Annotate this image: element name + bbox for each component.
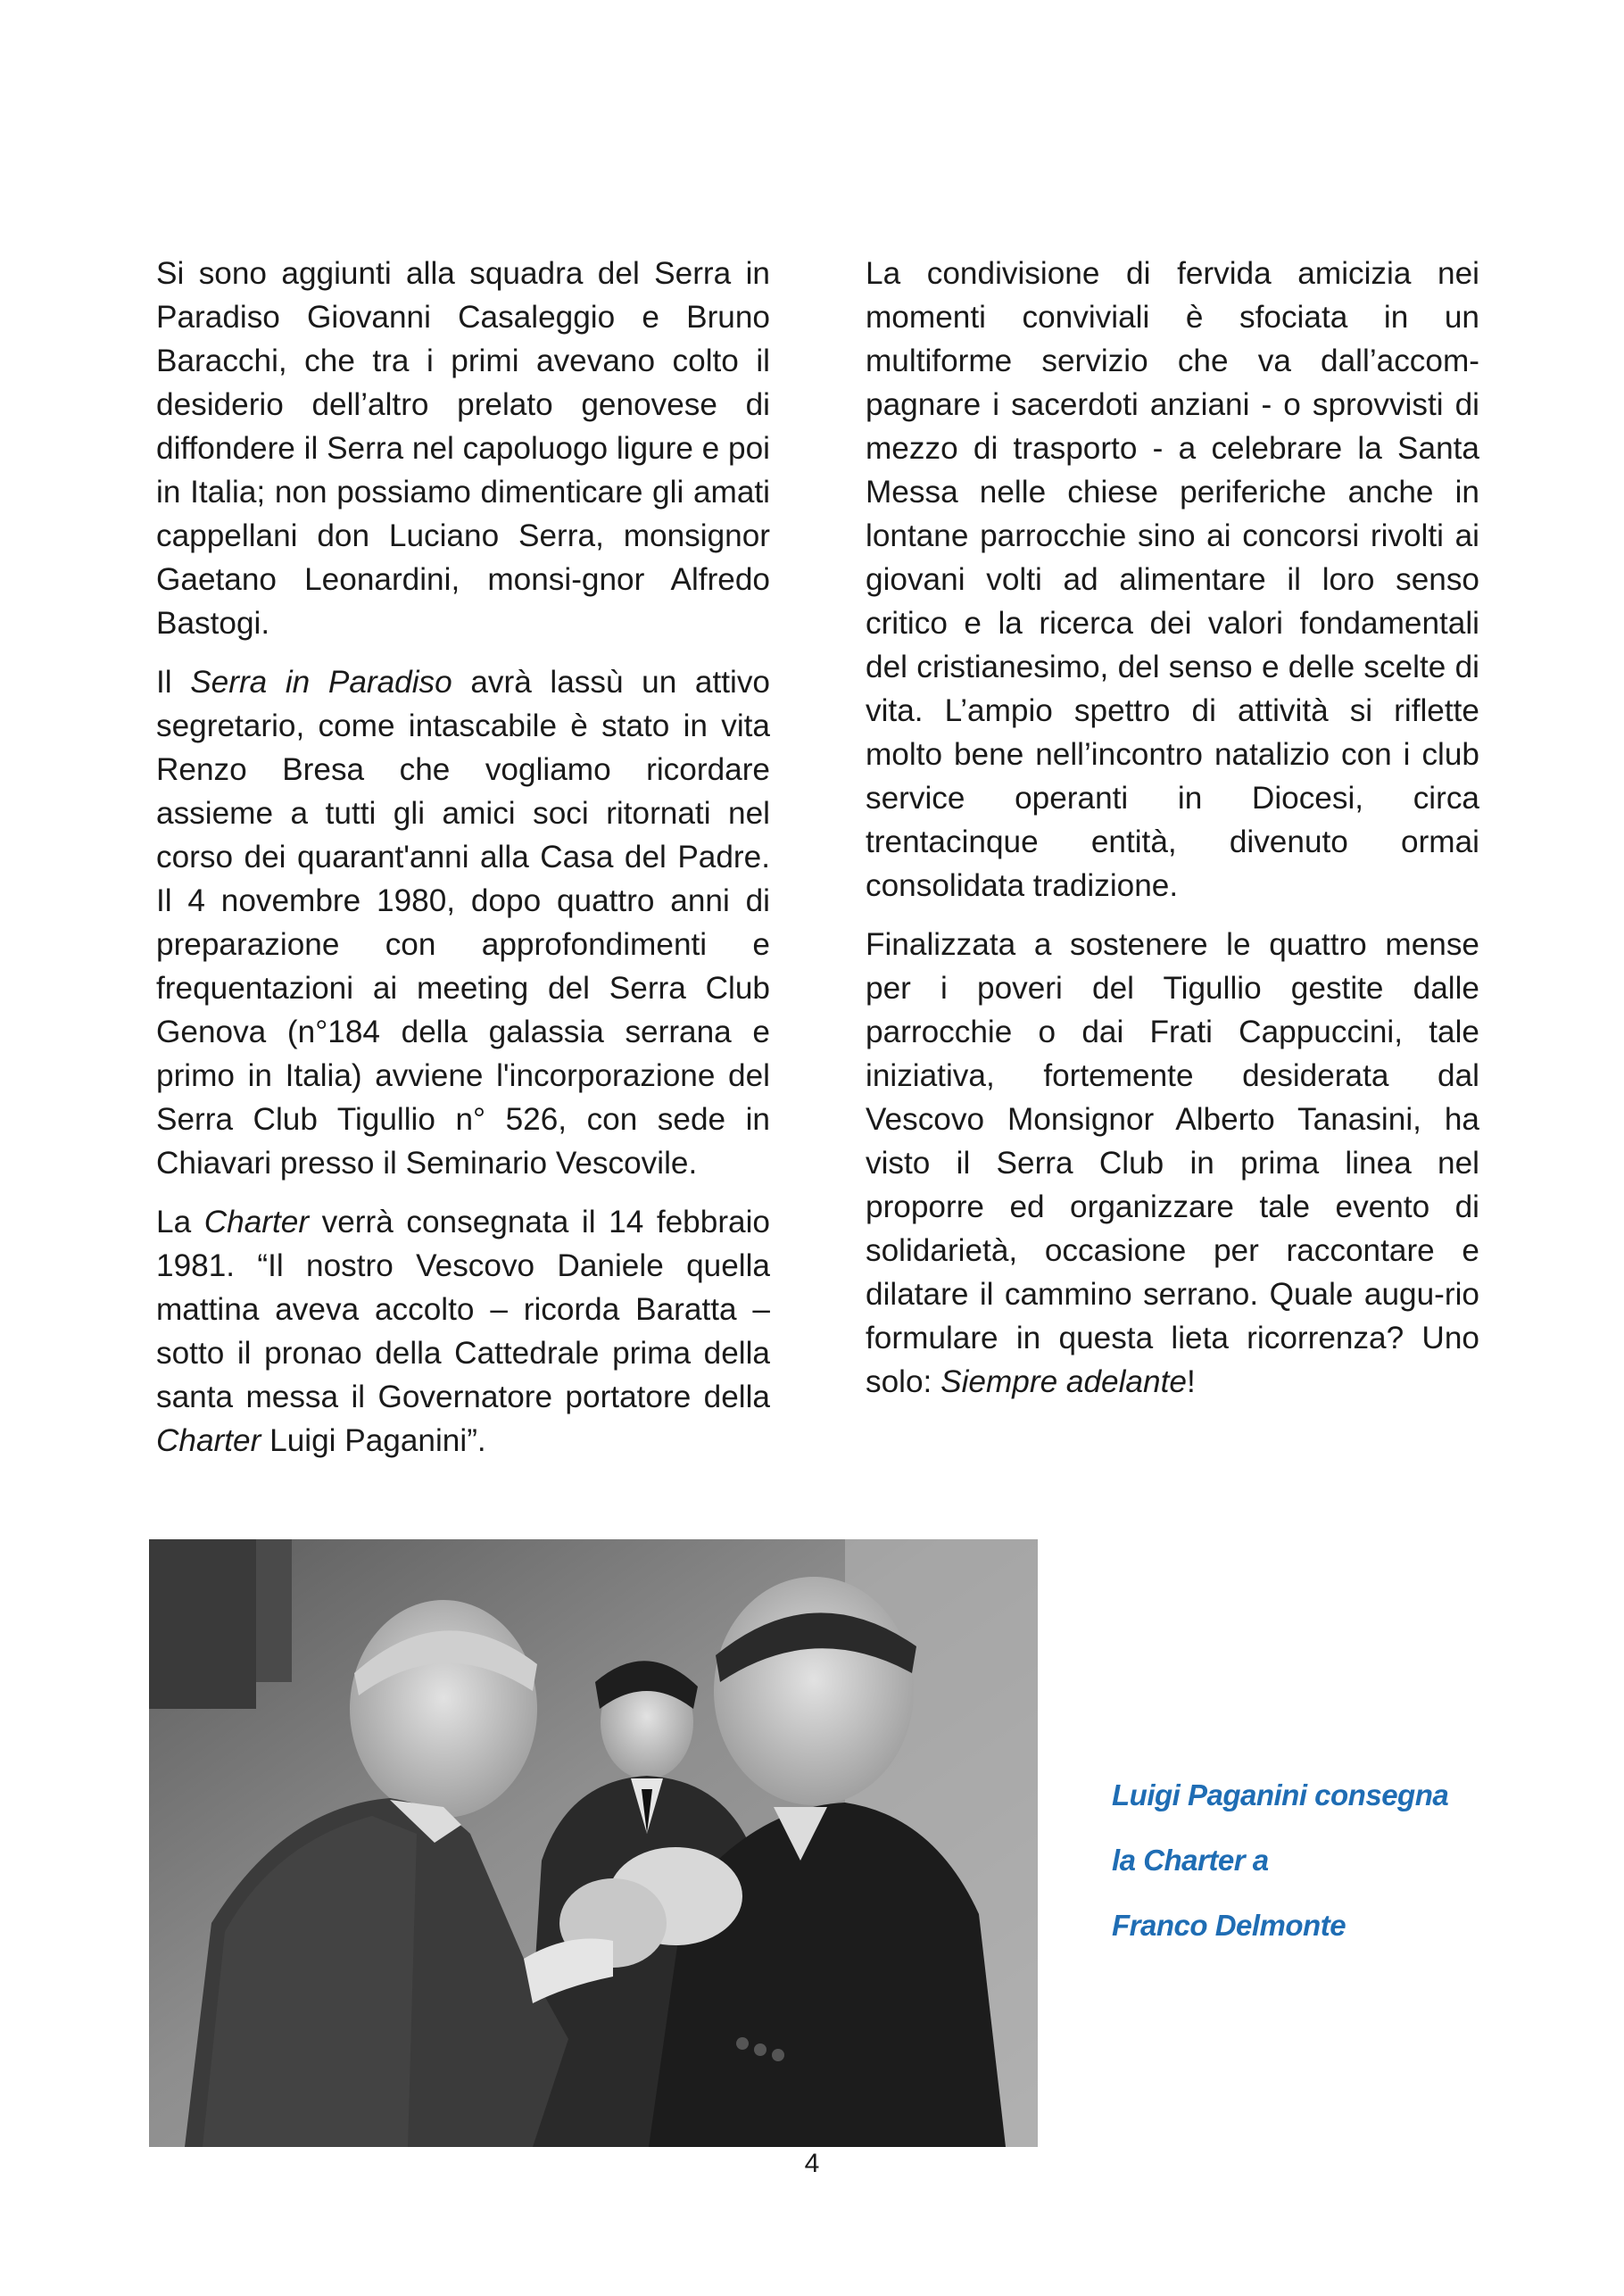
italic-term: Charter [156,1423,261,1458]
paragraph: La condivisione di fervida amicizia nei momenti conviviali è sfociata in un multiforme servizio che va dall’accom-pagnare i sacerdoti anziani - o sprovvisti di mezzo di trasporto - a celebrare la Santa Messa nelle chiese periferiche anche in lontane parrocchie sino ai concorsi rivolti ai giovani volti ad alimentare il loro senso critico e la ricerca dei valori fondamentali del cristianesimo, del senso e delle scelte di vita. L’ampio spettro di attività si riflette molto bene nell’incontro natalizio con i club service operanti in Diocesi, circa trentacinque entità, divenuto ormai consolidata tradizione. [866,256,1479,903]
page-number: 4 [804,2149,820,2178]
paragraph: La Charter verrà consegnata il 14 febbraio 1981. “Il nostro Vescovo Daniele quella mattina aveva accolto – ricorda Baratta – sotto il pronao della Cattedrale prima della santa messa il Governatore portatore della Charter Luigi Paganini”. [156,1205,770,1458]
paragraph: Si sono aggiunti alla squadra del Serra in Paradiso Giovanni Casaleggio e Bruno Baracchi, che tra i primi avevano colto il desiderio dell’altro prelato genovese di diffondere il Serra nel capoluogo ligure e poi in Italia; non possiamo dimenticare gli amati cappellani don Luciano Serra, monsignor Gaetano Leonardini, monsi-gnor Alfredo Bastogi. [156,256,770,641]
charter-photo [149,1539,1038,2147]
photo-caption [1112,1762,1487,1958]
caption-line: Luigi Paganini consegna [1112,1778,1449,1811]
photo-illustration [149,1539,1038,2147]
paragraph: Il Serra in Paradiso avrà lassù un attivo segretario, come intascabile è stato in vita Renzo Bresa che vogliamo ricordare assieme a tutti gli amici soci ritornati nel corso dei quarant'anni alla Casa del Padre. Il 4 novembre 1980, dopo quattro anni di preparazione con approfondimenti e frequentazioni ai meeting del Serra Club Genova (n°184 della galassia serrana e primo in Italia) avviene l'incorporazione del Serra Club Tigullio n° 526, con sede in Chiavari presso il Seminario Vescovile. [156,665,770,1181]
left-column [156,252,770,1478]
caption-line: la Charter a [1112,1844,1269,1877]
italic-motto: Siempre adelante [940,1364,1187,1399]
italic-title: Serra in Paradiso [190,665,452,700]
italic-term: Charter [203,1205,310,1239]
right-column [866,252,1479,1419]
paragraph: Finalizzata a sostenere le quattro mense per i poveri del Tigullio gestite dalle parrocchie o dai Frati Cappuccini, tale iniziativa, fortemente desiderata dal Vescovo Monsignor Alberto Tanasini, ha visto il Serra Club in prima linea nel proporre ed organizzare tale evento di solidarietà, occasione per raccontare e dilatare il cammino serrano. Quale augu-rio formulare in questa lieta ricorrenza? Uno solo: Siempre adelante! [866,927,1479,1399]
caption-line: Franco Delmonte [1112,1909,1346,1942]
